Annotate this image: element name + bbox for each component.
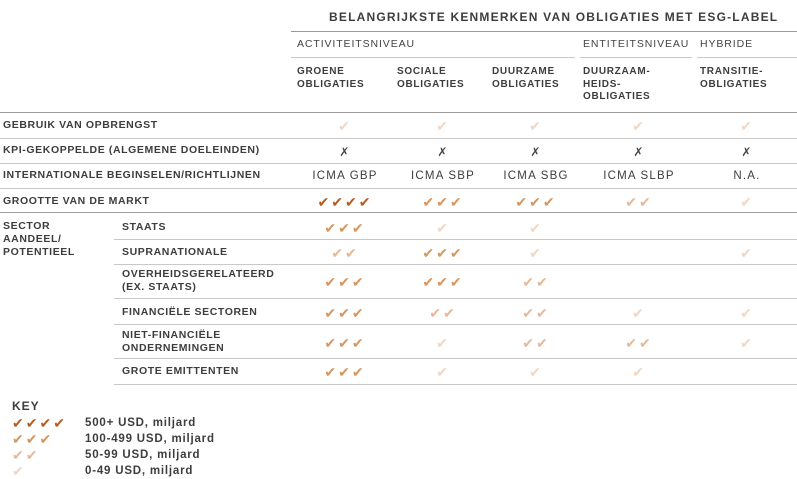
sector-checks: ✔✔✔ [324,305,366,321]
principle-cell: ICMA SLBP [603,170,675,182]
sector-checks: ✔ [632,364,646,380]
sector-checks: ✔ [436,220,450,236]
row-label-kpi-linked: KPI-GEKOPPELDE (ALGEMENE DOELEINDEN) [3,144,260,156]
market-size-checks: ✔ [740,194,754,210]
sector-checks: ✔✔✔ [324,274,366,290]
kpi-cross-mark: ✗ [437,145,449,159]
sector-checks: ✔ [436,335,450,351]
sector-row-label: NIET-FINANCIËLE ONDERNEMINGEN [122,329,225,354]
kpi-cross-mark: ✗ [530,145,542,159]
sector-checks: ✔✔✔ [422,245,464,261]
sector-checks: ✔✔ [625,335,653,351]
sector-row-label: FINANCIËLE SECTOREN [122,306,258,318]
column-transition-bonds: TRANSITIE- OBLIGATIES [700,66,768,90]
sector-checks: ✔✔✔ [422,274,464,290]
market-size-checks: ✔✔✔ [515,194,557,210]
key-check-sample: ✔✔✔ [12,431,54,447]
sector-checks: ✔✔ [331,245,359,261]
sector-checks: ✔✔ [522,305,550,321]
group-entity-level: ENTITEITSNIVEAU [583,38,690,50]
principle-cell: ICMA SBG [503,170,569,182]
key-title: KEY [12,399,40,413]
table-title: BELANGRIJKSTE KENMERKEN VAN OBLIGATIES MET ESG-LABEL [329,10,779,24]
sector-row-label: OVERHEIDSGERELATEERD (EX. STAATS) [122,268,275,293]
key-check-sample: ✔✔✔✔ [12,415,67,431]
group-activity-level: ACTIVITEITSNIVEAU [297,38,415,50]
key-label: 0-49 USD, miljard [85,465,194,477]
market-size-checks: ✔✔✔ [422,194,464,210]
key-label: 50-99 USD, miljard [85,449,201,461]
use-of-proceeds-check: ✔ [740,118,754,134]
sector-checks: ✔ [529,364,543,380]
use-of-proceeds-check: ✔ [338,118,352,134]
sector-checks: ✔ [529,220,543,236]
key-check-sample: ✔ [12,463,26,479]
kpi-cross-mark: ✗ [741,145,753,159]
sector-checks: ✔ [529,245,543,261]
column-green-bonds: GROENE OBLIGATIES [297,66,365,90]
key-check-sample: ✔✔ [12,447,40,463]
column-sustainable-bonds: DUURZAME OBLIGATIES [492,66,560,90]
use-of-proceeds-check: ✔ [529,118,543,134]
sector-checks: ✔ [740,305,754,321]
use-of-proceeds-check: ✔ [436,118,450,134]
row-label-use-of-proceeds: GEBRUIK VAN OPBRENGST [3,119,158,131]
principle-cell: ICMA GBP [312,170,378,182]
sector-checks: ✔✔ [522,274,550,290]
market-size-checks: ✔✔✔✔ [317,194,373,210]
column-sustainability-linked-bonds: DUURZAAM- HEIDS- OBLIGATIES [583,66,651,102]
group-hybrid: HYBRIDE [700,38,753,50]
market-size-checks: ✔✔ [625,194,653,210]
sector-checks: ✔✔✔ [324,220,366,236]
sector-checks: ✔ [632,305,646,321]
row-label-principles: INTERNATIONALE BEGINSELEN/RICHTLIJNEN [3,169,261,181]
sector-label: SECTOR AANDEEL/ POTENTIEEL [3,220,75,258]
key-label: 100-499 USD, miljard [85,433,215,445]
sector-checks: ✔✔ [522,335,550,351]
kpi-cross-mark: ✗ [633,145,645,159]
use-of-proceeds-check: ✔ [632,118,646,134]
principle-cell: ICMA SBP [411,170,475,182]
sector-checks: ✔ [436,364,450,380]
sector-checks: ✔ [740,335,754,351]
column-social-bonds: SOCIALE OBLIGATIES [397,66,465,90]
principle-cell: N.A. [733,170,761,182]
sector-checks: ✔✔ [429,305,457,321]
sector-row-label: SUPRANATIONALE [122,246,228,258]
row-label-market-size: GROOTTE VAN DE MARKT [3,195,150,207]
sector-row-label: STAATS [122,221,167,233]
sector-checks: ✔✔✔ [324,335,366,351]
kpi-cross-mark: ✗ [339,145,351,159]
sector-checks: ✔✔✔ [324,364,366,380]
sector-row-label: GROTE EMITTENTEN [122,365,239,377]
sector-checks: ✔ [740,245,754,261]
key-label: 500+ USD, miljard [85,417,197,429]
